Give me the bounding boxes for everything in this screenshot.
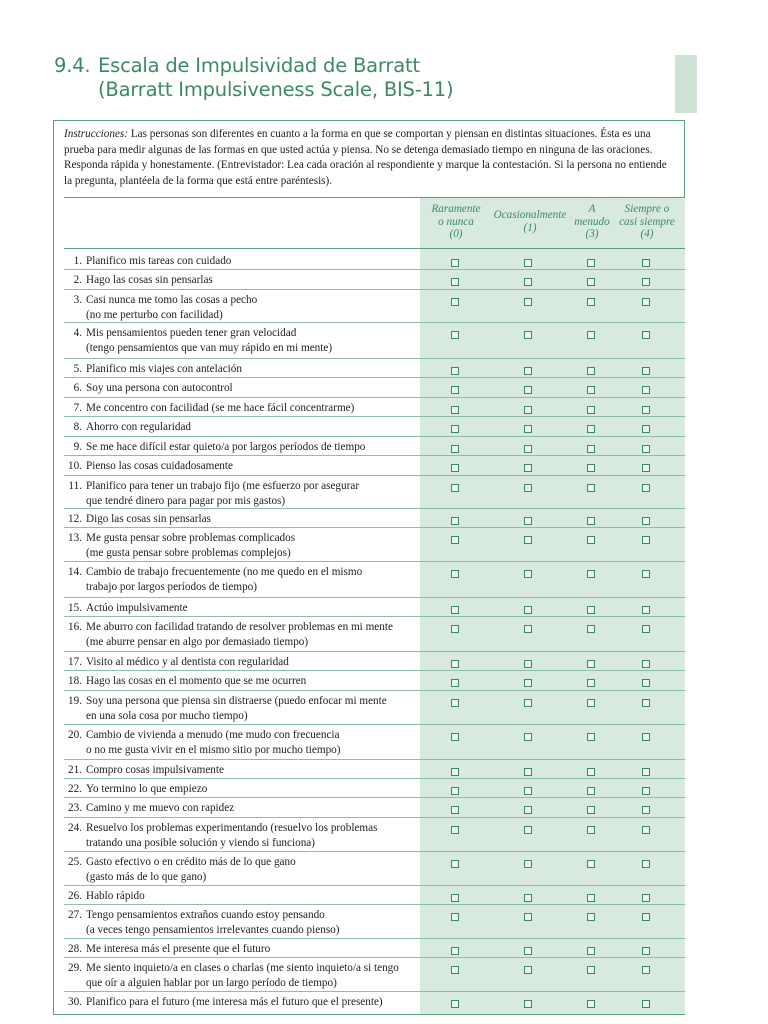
checkbox-always[interactable] — [642, 826, 650, 834]
item-row-2 — [64, 270, 685, 290]
checkbox-occasionally[interactable] — [524, 1000, 532, 1008]
item-text — [86, 601, 416, 616]
item-text — [86, 459, 416, 474]
checkbox-always[interactable] — [642, 278, 650, 286]
checkbox-rarely[interactable] — [451, 860, 459, 868]
item-row-20 — [64, 725, 685, 760]
checkbox-occasionally[interactable] — [524, 625, 532, 633]
item-text — [86, 254, 416, 269]
item-number: 27. — [68, 909, 82, 921]
item-number: 18. — [68, 675, 82, 687]
instructions-text: Las personas son diferentes en cuanto a la forma en que se comportan y piensan en distintas situaciones. Ésta es una prueba para medir algunas de las formas en que usted actúa y piensa. No se detenga demasiado tiempo en ninguna de las oraciones. Responda rápida y honestamente. (Entrevistador: Lea cada oración al respondiente y marque la contestación. Si la persona no entiende la pregunta, plantéela de la forma que está entre paréntesis). — [64, 128, 667, 187]
checkbox-often[interactable] — [587, 894, 595, 902]
item-text-line-1: Planifico para tener un trabajo fijo (me esfuerzo por asegurar — [86, 480, 360, 492]
item-text-line-1: Planifico mis tareas con cuidado — [86, 255, 232, 267]
checkbox-occasionally[interactable] — [524, 570, 532, 578]
title-line-2: (Barratt Impulsiveness Scale, BIS-11) — [98, 78, 454, 101]
item-text-line-1: Pienso las cosas cuidadosamente — [86, 460, 233, 472]
checkbox-often[interactable] — [587, 278, 595, 286]
checkbox-always[interactable] — [642, 484, 650, 492]
checkbox-occasionally[interactable] — [524, 464, 532, 472]
item-row-13 — [64, 528, 685, 562]
item-text — [86, 694, 416, 723]
item-text — [86, 995, 416, 1010]
item-number: 9. — [73, 441, 82, 453]
item-number: 17. — [68, 656, 82, 668]
item-text-line-1: Gasto efectivo o en crédito más de lo que gano — [86, 856, 296, 868]
item-text — [86, 763, 416, 778]
checkbox-occasionally[interactable] — [524, 331, 532, 339]
checkbox-often[interactable] — [587, 386, 595, 394]
checkbox-always[interactable] — [642, 406, 650, 414]
title-line-1: Escala de Impulsividad de Barratt — [98, 54, 420, 77]
column-header-always — [614, 203, 680, 241]
checkbox-rarely[interactable] — [451, 425, 459, 433]
item-row-6 — [64, 378, 685, 398]
item-text-line-1: Actúo impulsivamente — [86, 602, 188, 614]
checkbox-rarely[interactable] — [451, 386, 459, 394]
checkbox-always[interactable] — [642, 445, 650, 453]
item-row-17 — [64, 652, 685, 671]
checkbox-always[interactable] — [642, 894, 650, 902]
checkbox-rarely[interactable] — [451, 367, 459, 375]
column-header-often-l1: A — [588, 203, 596, 215]
checkbox-occasionally[interactable] — [524, 806, 532, 814]
checkbox-often[interactable] — [587, 806, 595, 814]
item-text-line-1: Soy una persona que piensa sin distraerse (puedo enfocar mi mente — [86, 695, 387, 707]
checkbox-always[interactable] — [642, 570, 650, 578]
item-text-line-1: Se me hace difícil estar quieto/a por largos períodos de tiempo — [86, 441, 366, 453]
item-text — [86, 293, 416, 322]
item-text-line-2: en una sola cosa por mucho tiempo) — [86, 709, 248, 722]
checkbox-occasionally[interactable] — [524, 606, 532, 614]
item-row-11 — [64, 476, 685, 509]
checkbox-often[interactable] — [587, 331, 595, 339]
item-row-23 — [64, 798, 685, 818]
instructions-label: Instrucciones: — [64, 128, 129, 140]
checkbox-always[interactable] — [642, 806, 650, 814]
checkbox-always[interactable] — [642, 625, 650, 633]
checkbox-occasionally[interactable] — [524, 660, 532, 668]
checkbox-rarely[interactable] — [451, 787, 459, 795]
item-text — [86, 674, 416, 689]
checkbox-rarely[interactable] — [451, 484, 459, 492]
item-row-26 — [64, 886, 685, 905]
checkbox-always[interactable] — [642, 425, 650, 433]
checkbox-always[interactable] — [642, 536, 650, 544]
checkbox-often[interactable] — [587, 570, 595, 578]
item-row-29 — [64, 958, 685, 992]
item-text-line-2: (gasto más de lo que gano) — [86, 870, 207, 883]
item-text-line-2: que tendré dinero para pagar por mis gastos) — [86, 494, 286, 507]
checkbox-occasionally[interactable] — [524, 787, 532, 795]
item-row-7 — [64, 398, 685, 417]
item-row-4 — [64, 323, 685, 359]
checkbox-always[interactable] — [642, 679, 650, 687]
checkbox-occasionally[interactable] — [524, 733, 532, 741]
item-text-line-2: (no me perturbo con facilidad) — [86, 308, 223, 321]
checkbox-always[interactable] — [642, 606, 650, 614]
column-header-rarely-l3: (0) — [449, 228, 463, 240]
item-text — [86, 908, 416, 937]
checkbox-always[interactable] — [642, 768, 650, 776]
item-number: 26. — [68, 890, 82, 902]
item-text-line-1: Resuelvo los problemas experimentando (resuelvo los problemas — [86, 822, 378, 834]
item-text-line-1: Soy una persona con autocontrol — [86, 382, 233, 394]
item-text — [86, 961, 416, 990]
checkbox-occasionally[interactable] — [524, 860, 532, 868]
item-row-24 — [64, 818, 685, 852]
section-number: 9.4. — [54, 54, 91, 77]
checkbox-rarely[interactable] — [451, 768, 459, 776]
item-number: 23. — [68, 802, 82, 814]
column-header-rarely-l1: Raramente — [431, 203, 481, 215]
checkbox-rarely[interactable] — [451, 570, 459, 578]
checkbox-rarely[interactable] — [451, 606, 459, 614]
checkbox-occasionally[interactable] — [524, 298, 532, 306]
item-row-19 — [64, 691, 685, 725]
checkbox-occasionally[interactable] — [524, 894, 532, 902]
checkbox-rarely[interactable] — [451, 679, 459, 687]
instructions — [64, 127, 676, 189]
checkbox-occasionally[interactable] — [524, 826, 532, 834]
item-text-line-1: Camino y me muevo con rapidez — [86, 802, 235, 814]
item-number: 6. — [73, 382, 82, 394]
item-number: 21. — [68, 764, 82, 776]
item-number: 10. — [68, 460, 82, 472]
item-text-line-1: Cambio de trabajo frecuentemente (no me quedo en el mismo — [86, 566, 363, 578]
checkbox-occasionally[interactable] — [524, 536, 532, 544]
item-text-line-1: Me interesa más el presente que el futuro — [86, 943, 271, 955]
item-row-27 — [64, 905, 685, 939]
checkbox-occasionally[interactable] — [524, 768, 532, 776]
item-number: 8. — [73, 421, 82, 433]
page-title — [54, 54, 453, 102]
item-number: 14. — [68, 566, 82, 578]
item-text-line-1: Me concentro con facilidad (se me hace fácil concentrarme) — [86, 402, 355, 414]
checkbox-rarely[interactable] — [451, 894, 459, 902]
item-text — [86, 479, 416, 508]
checkbox-often[interactable] — [587, 259, 595, 267]
column-header-often-l3: (3) — [585, 228, 599, 240]
item-number: 4. — [73, 327, 82, 339]
item-text — [86, 273, 416, 288]
item-number: 5. — [73, 363, 82, 375]
column-header-always-l2: casi siempre — [619, 215, 675, 228]
column-header-rarely-l2: o nunca — [438, 215, 474, 228]
item-number: 29. — [68, 962, 82, 974]
checkbox-occasionally[interactable] — [524, 679, 532, 687]
checkbox-rarely[interactable] — [451, 625, 459, 633]
item-text-line-2: (a veces tengo pensamientos irrelevantes cuando pienso) — [86, 923, 340, 936]
checkbox-always[interactable] — [642, 660, 650, 668]
item-text-line-2: trabajo por largos períodos de tiempo) — [86, 580, 257, 593]
item-text — [86, 728, 416, 757]
checkbox-often[interactable] — [587, 699, 595, 707]
item-number: 2. — [73, 274, 82, 286]
checkbox-rarely[interactable] — [451, 806, 459, 814]
header-rule — [64, 248, 685, 249]
checkbox-always[interactable] — [642, 787, 650, 795]
item-text-line-1: Hago las cosas en el momento que se me ocurren — [86, 675, 307, 687]
checkbox-often[interactable] — [587, 660, 595, 668]
item-number: 15. — [68, 602, 82, 614]
item-text-line-1: Planifico para el futuro (me interesa más el futuro que el presente) — [86, 996, 383, 1008]
checkbox-rarely[interactable] — [451, 331, 459, 339]
item-row-12 — [64, 509, 685, 528]
column-header-often — [570, 203, 614, 241]
checkbox-occasionally[interactable] — [524, 367, 532, 375]
item-row-25 — [64, 852, 685, 886]
item-text-line-1: Me aburro con facilidad tratando de resolver problemas en mi mente — [86, 621, 393, 633]
item-text-line-1: Casi nunca me tomo las cosas a pecho — [86, 294, 258, 306]
checkbox-rarely[interactable] — [451, 660, 459, 668]
item-text-line-1: Planifico mis viajes con antelación — [86, 363, 242, 375]
item-number: 28. — [68, 943, 82, 955]
item-text — [86, 326, 416, 355]
item-text-line-1: Compro cosas impulsivamente — [86, 764, 224, 776]
checkbox-often[interactable] — [587, 1000, 595, 1008]
checkbox-occasionally[interactable] — [524, 425, 532, 433]
checkbox-often[interactable] — [587, 484, 595, 492]
item-row-9 — [64, 437, 685, 456]
checkbox-rarely[interactable] — [451, 733, 459, 741]
checkbox-always[interactable] — [642, 367, 650, 375]
checkbox-always[interactable] — [642, 699, 650, 707]
checkbox-occasionally[interactable] — [524, 913, 532, 921]
checkbox-rarely[interactable] — [451, 966, 459, 974]
item-text — [86, 565, 416, 594]
item-text — [86, 889, 416, 904]
item-text — [86, 440, 416, 455]
item-text-line-1: Me siento inquieto/a en clases o charlas (me siento inquieto/a si tengo — [86, 962, 399, 974]
item-text — [86, 655, 416, 670]
checkbox-always[interactable] — [642, 298, 650, 306]
checkbox-often[interactable] — [587, 625, 595, 633]
item-text — [86, 782, 416, 797]
item-row-10 — [64, 456, 685, 476]
checkbox-often[interactable] — [587, 913, 595, 921]
checkbox-often[interactable] — [587, 425, 595, 433]
item-text-line-1: Cambio de vivienda a menudo (me mudo con frecuencia — [86, 729, 340, 741]
column-header-always-l1: Siempre o — [624, 203, 670, 215]
item-text-line-1: Hago las cosas sin pensarlas — [86, 274, 213, 286]
item-text — [86, 821, 416, 850]
item-number: 7. — [73, 402, 82, 414]
item-row-30 — [64, 992, 685, 1011]
item-text — [86, 362, 416, 377]
checkbox-occasionally[interactable] — [524, 966, 532, 974]
checkbox-often[interactable] — [587, 768, 595, 776]
checkbox-often[interactable] — [587, 966, 595, 974]
item-number: 13. — [68, 532, 82, 544]
checkbox-often[interactable] — [587, 406, 595, 414]
item-number: 16. — [68, 621, 82, 633]
item-row-14 — [64, 562, 685, 598]
checkbox-often[interactable] — [587, 679, 595, 687]
checkbox-always[interactable] — [642, 259, 650, 267]
item-text — [86, 381, 416, 396]
item-row-16 — [64, 617, 685, 652]
item-number: 3. — [73, 294, 82, 306]
item-text-line-2: (me gusta pensar sobre problemas complejos) — [86, 546, 291, 559]
checkbox-always[interactable] — [642, 947, 650, 955]
column-header-occasionally — [487, 209, 573, 234]
item-text-line-2: (tengo pensamientos que van muy rápido en mi mente) — [86, 341, 333, 354]
item-text — [86, 420, 416, 435]
checkbox-rarely[interactable] — [451, 913, 459, 921]
item-text-line-1: Digo las cosas sin pensarlas — [86, 513, 211, 525]
checkbox-rarely[interactable] — [451, 947, 459, 955]
item-text — [86, 801, 416, 816]
checkbox-rarely[interactable] — [451, 278, 459, 286]
item-text — [86, 531, 416, 560]
item-row-5 — [64, 359, 685, 378]
checkbox-often[interactable] — [587, 787, 595, 795]
item-text-line-1: Visito al médico y al dentista con regularidad — [86, 656, 289, 668]
checkbox-often[interactable] — [587, 733, 595, 741]
checkbox-occasionally[interactable] — [524, 386, 532, 394]
item-row-8 — [64, 417, 685, 437]
checkbox-rarely[interactable] — [451, 298, 459, 306]
item-text-line-2: que oír a alguien hablar por un largo período de tiempo) — [86, 976, 337, 989]
checkbox-rarely[interactable] — [451, 259, 459, 267]
item-text — [86, 942, 416, 957]
checkbox-occasionally[interactable] — [524, 406, 532, 414]
item-text-line-2: (me aburre pensar en algo por demasiado tiempo) — [86, 635, 309, 648]
checkbox-always[interactable] — [642, 464, 650, 472]
item-text-line-2: o no me gusta vivir en el mismo sitio por mucho tiempo) — [86, 743, 341, 756]
item-row-3 — [64, 290, 685, 323]
checkbox-always[interactable] — [642, 386, 650, 394]
item-text — [86, 512, 416, 527]
item-row-15 — [64, 598, 685, 617]
side-tab-marker — [675, 55, 697, 113]
checkbox-occasionally[interactable] — [524, 278, 532, 286]
item-number: 20. — [68, 729, 82, 741]
item-text-line-1: Yo termino lo que empiezo — [86, 783, 208, 795]
checkbox-rarely[interactable] — [451, 464, 459, 472]
checkbox-often[interactable] — [587, 826, 595, 834]
checkbox-often[interactable] — [587, 298, 595, 306]
checkbox-occasionally[interactable] — [524, 699, 532, 707]
item-text-line-1: Hablo rápido — [86, 890, 145, 902]
checkbox-often[interactable] — [587, 464, 595, 472]
item-text-line-1: Tengo pensamientos extraños cuando estoy pensando — [86, 909, 325, 921]
item-number: 25. — [68, 856, 82, 868]
column-header-occasionally-l2: (1) — [523, 221, 537, 234]
checkbox-often[interactable] — [587, 947, 595, 955]
checkbox-often[interactable] — [587, 367, 595, 375]
item-number: 22. — [68, 783, 82, 795]
checkbox-often[interactable] — [587, 606, 595, 614]
checkbox-always[interactable] — [642, 913, 650, 921]
item-text — [86, 401, 416, 416]
checkbox-rarely[interactable] — [451, 826, 459, 834]
checkbox-always[interactable] — [642, 517, 650, 525]
checkbox-rarely[interactable] — [451, 536, 459, 544]
item-text — [86, 855, 416, 884]
checkbox-rarely[interactable] — [451, 445, 459, 453]
item-row-18 — [64, 671, 685, 691]
checkbox-often[interactable] — [587, 517, 595, 525]
item-number: 30. — [68, 996, 82, 1008]
checkbox-often[interactable] — [587, 536, 595, 544]
item-number: 1. — [73, 255, 82, 267]
item-number: 12. — [68, 513, 82, 525]
item-number: 11. — [68, 480, 82, 492]
checkbox-occasionally[interactable] — [524, 259, 532, 267]
item-number: 24. — [68, 822, 82, 834]
item-text — [86, 620, 416, 649]
item-row-1 — [64, 251, 685, 270]
column-header-often-l2: menudo — [574, 215, 610, 228]
item-text-line-1: Ahorro con regularidad — [86, 421, 191, 433]
item-text-line-2: tratando una posible solución y viendo si funciona) — [86, 836, 315, 849]
checkbox-occasionally[interactable] — [524, 517, 532, 525]
column-header-occasionally-l1: Ocasionalmente — [493, 209, 567, 221]
checkbox-rarely[interactable] — [451, 517, 459, 525]
checkbox-rarely[interactable] — [451, 406, 459, 414]
checkbox-always[interactable] — [642, 860, 650, 868]
item-row-22 — [64, 779, 685, 798]
checkbox-occasionally[interactable] — [524, 484, 532, 492]
item-row-28 — [64, 939, 685, 958]
checkbox-often[interactable] — [587, 445, 595, 453]
checkbox-always[interactable] — [642, 1000, 650, 1008]
checkbox-often[interactable] — [587, 860, 595, 868]
checkbox-rarely[interactable] — [451, 1000, 459, 1008]
item-text-line-1: Me gusta pensar sobre problemas complicados — [86, 532, 296, 544]
item-number: 19. — [68, 695, 82, 707]
checkbox-rarely[interactable] — [451, 699, 459, 707]
column-header-always-l3: (4) — [640, 228, 654, 240]
checkbox-always[interactable] — [642, 966, 650, 974]
checkbox-occasionally[interactable] — [524, 445, 532, 453]
checkbox-occasionally[interactable] — [524, 947, 532, 955]
column-header-rarely — [425, 203, 487, 241]
checkbox-always[interactable] — [642, 733, 650, 741]
item-row-21 — [64, 760, 685, 779]
checkbox-always[interactable] — [642, 331, 650, 339]
item-text-line-1: Mis pensamientos pueden tener gran velocidad — [86, 327, 297, 339]
